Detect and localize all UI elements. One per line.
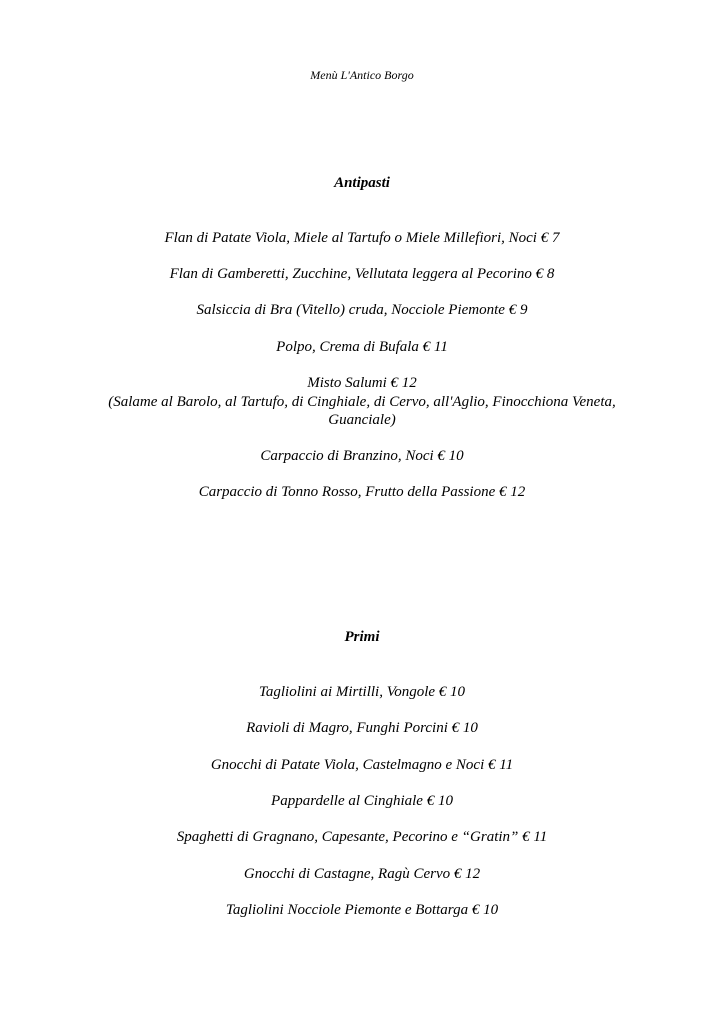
menu-item: Spaghetti di Gragnano, Capesante, Pecorino e “Gratin” € 11: [176, 829, 548, 845]
menu-item: Gnocchi di Castagne, Ragù Cervo € 12: [243, 866, 481, 882]
section-title-primi: Primi: [344, 629, 380, 645]
menu-item: Tagliolini ai Mirtilli, Vongole € 10: [258, 684, 466, 700]
menu-header-title: Menù L'Antico Borgo: [310, 68, 414, 82]
menu-item: Carpaccio di Branzino, Noci € 10: [260, 448, 464, 464]
section-title-antipasti: Antipasti: [334, 175, 390, 191]
menu-item: Flan di Gamberetti, Zucchine, Vellutata leggera al Pecorino € 8: [169, 266, 555, 282]
menu-item: Tagliolini Nocciole Piemonte e Bottarga € 10: [225, 902, 499, 918]
menu-item: Pappardelle al Cinghiale € 10: [271, 793, 453, 809]
menu-item-detail: (Salame al Barolo, al Tartufo, di Cinghiale, di Cervo, all'Aglio, Finocchiona Veneta, Guanciale): [108, 394, 616, 428]
menu-item: Flan di Patate Viola, Miele al Tartufo o Miele Millefiori, Noci € 7: [164, 230, 560, 246]
menu-item: Carpaccio di Tonno Rosso, Frutto della Passione € 12: [198, 484, 526, 500]
menu-item: Ravioli di Magro, Funghi Porcini € 10: [246, 720, 478, 736]
menu-item: Polpo, Crema di Bufala € 11: [276, 339, 448, 355]
menu-item: Misto Salumi € 12: [307, 375, 417, 391]
menu-item: Gnocchi di Patate Viola, Castelmagno e Noci € 11: [210, 757, 514, 773]
menu-item: Salsiccia di Bra (Vitello) cruda, Nocciole Piemonte € 9: [196, 302, 528, 318]
